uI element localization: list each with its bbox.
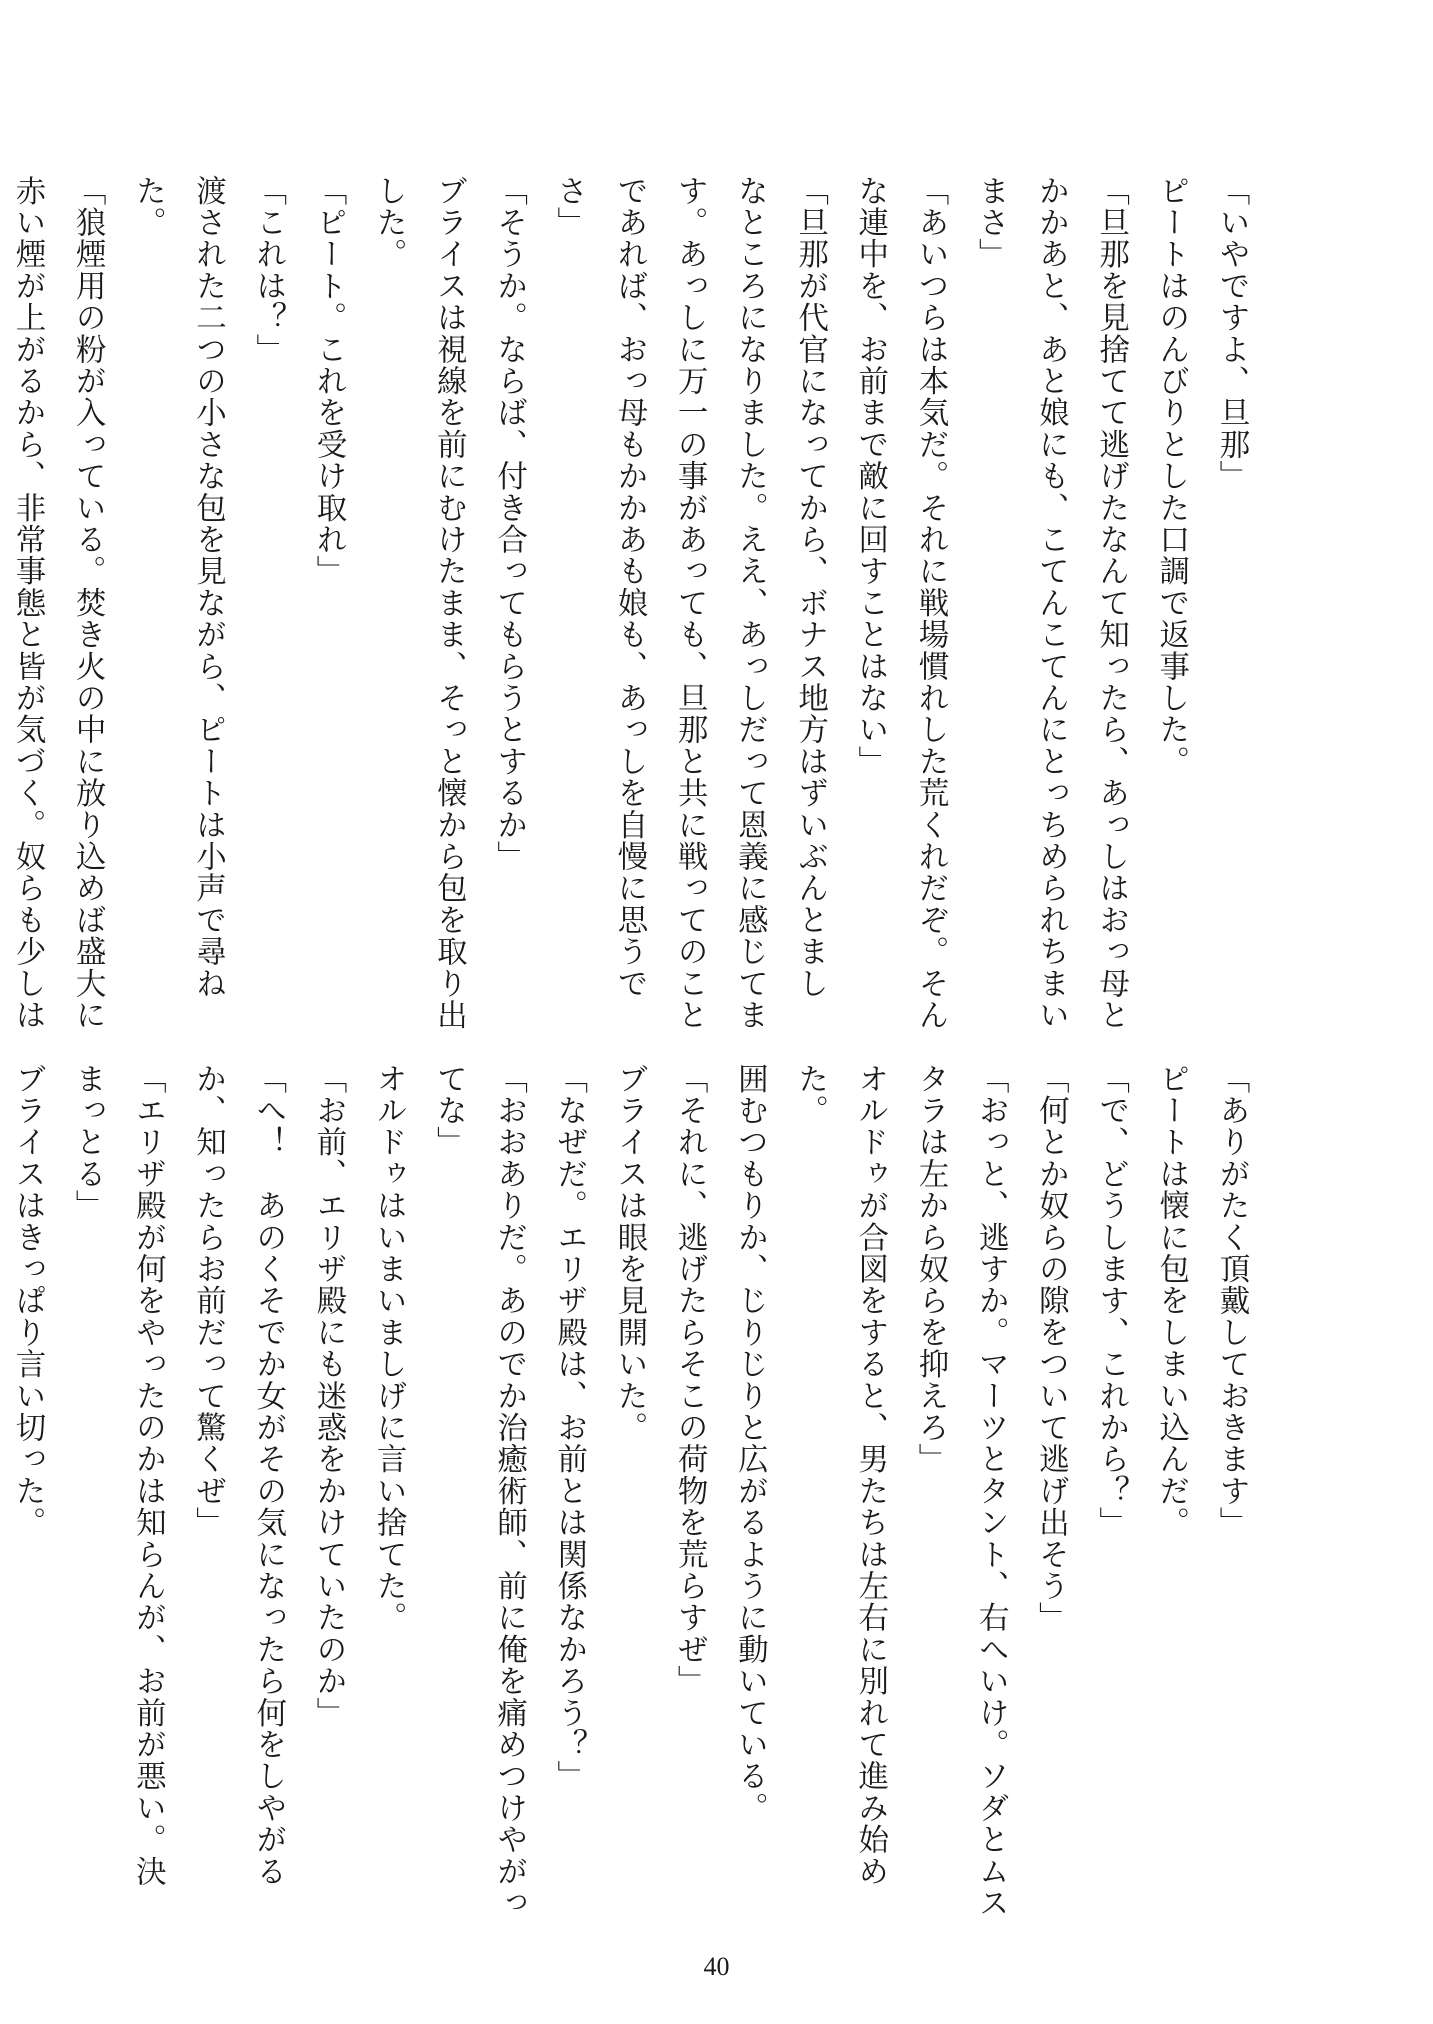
- text-line: 囲むつもりか、じりじりと広がるように動いている。: [732, 1063, 768, 1824]
- text-line: ピートはのんびりとした口調で返事した。: [1153, 175, 1189, 778]
- text-line: 「おっと、逃すか。マーツとタント、右へいけ。ソダとムス: [973, 1063, 1009, 1919]
- text-line: 「ピート。これを受け取れ」: [310, 175, 346, 588]
- text-line: てな」: [431, 1063, 467, 1159]
- text-line: 「お前、エリザ殿にも迷惑をかけていたのか」: [310, 1063, 346, 1729]
- text-line: 「旦那が代官になってから、ボナス地方はずいぶんとまし: [792, 175, 828, 1000]
- text-line: 「そうか。ならば、付き合ってもらうとするか」: [491, 175, 527, 873]
- text-line: 渡された二つの小さな包を見ながら、ピートは小声で尋ね: [190, 175, 226, 1000]
- text-line: 赤い煙が上がるから、非常事態と皆が気づく。奴らも少しは: [9, 175, 45, 1031]
- text-line: ブライスは視線を前にむけたまま、そっと懐から包を取り出: [431, 175, 467, 1031]
- text-line: 「ありがたく頂戴しておきます」: [1214, 1063, 1249, 1539]
- page-number: 40: [703, 1952, 730, 1981]
- text-line: 「それに、逃げたらそこの荷物を荒らすぜ」: [672, 1063, 708, 1697]
- text-line: か、知ったらお前だって驚くぜ」: [190, 1063, 226, 1539]
- text-line: オルドゥが合図をすると、男たちは左右に別れて進み始め: [852, 1063, 888, 1888]
- text-line: なところになりました。ええ、あっしだって恩義に感じてま: [732, 175, 768, 1031]
- text-line: 「へ！ あのくそでか女がその気になったら何をしやがる: [250, 1063, 286, 1888]
- text-line: した。: [371, 175, 407, 271]
- text-line: ブライスは眼を見開いた。: [611, 1063, 647, 1444]
- text-line: 「これは？」: [250, 175, 286, 366]
- text-line: まっとる」: [70, 1063, 106, 1222]
- text-line: 「で、どうします、これから？」: [1093, 1063, 1129, 1539]
- text-line: オルドゥはいまいましげに言い捨てた。: [371, 1063, 407, 1634]
- text-line: な連中を、お前まで敵に回すことはない」: [852, 175, 888, 778]
- text-line: 「おおありだ。あのでか治癒術師、前に俺を痛めつけやがっ: [491, 1063, 527, 1919]
- text-line: まさ」: [973, 175, 1009, 271]
- text-line: 「なぜだ。エリザ殿は、お前とは関係なかろう？」: [551, 1063, 587, 1793]
- text-line: さ」: [551, 175, 587, 239]
- text-line: た。: [792, 1063, 828, 1127]
- text-line: 「狼煙用の粉が入っている。焚き火の中に放り込めば盛大に: [70, 175, 106, 1031]
- text-line: ピートは懐に包をしまい込んだ。: [1153, 1063, 1189, 1539]
- text-line: 「旦那を見捨てて逃げたなんて知ったら、あっしはおっ母と: [1093, 175, 1129, 1031]
- text-line: 「エリザ殿が何をやったのかは知らんが、お前が悪い。決: [130, 1063, 166, 1888]
- text-line: タラは左から奴らを抑えろ」: [912, 1063, 948, 1476]
- lower-text-block: [9, 1063, 1261, 1923]
- text-line: た。: [130, 175, 166, 239]
- text-line: かかあと、あと娘にも、こてんこてんにとっちめられちまい: [1033, 175, 1069, 1031]
- text-line: 「あいつらは本気だ。それに戦場慣れした荒くれだぞ。そん: [912, 175, 948, 1031]
- text-line: ブライスはきっぱり言い切った。: [9, 1063, 45, 1539]
- text-line: 「何とか奴らの隙をついて逃げ出そう」: [1033, 1063, 1069, 1634]
- text-line: 「いやですよ、旦那」: [1214, 175, 1249, 492]
- text-line: す。あっしに万一の事があっても、旦那と共に戦ってのこと: [672, 175, 708, 1031]
- text-line: であれば、おっ母もかかあも娘も、あっしを自慢に思うで: [611, 175, 647, 1000]
- upper-text-block: [9, 175, 1261, 1035]
